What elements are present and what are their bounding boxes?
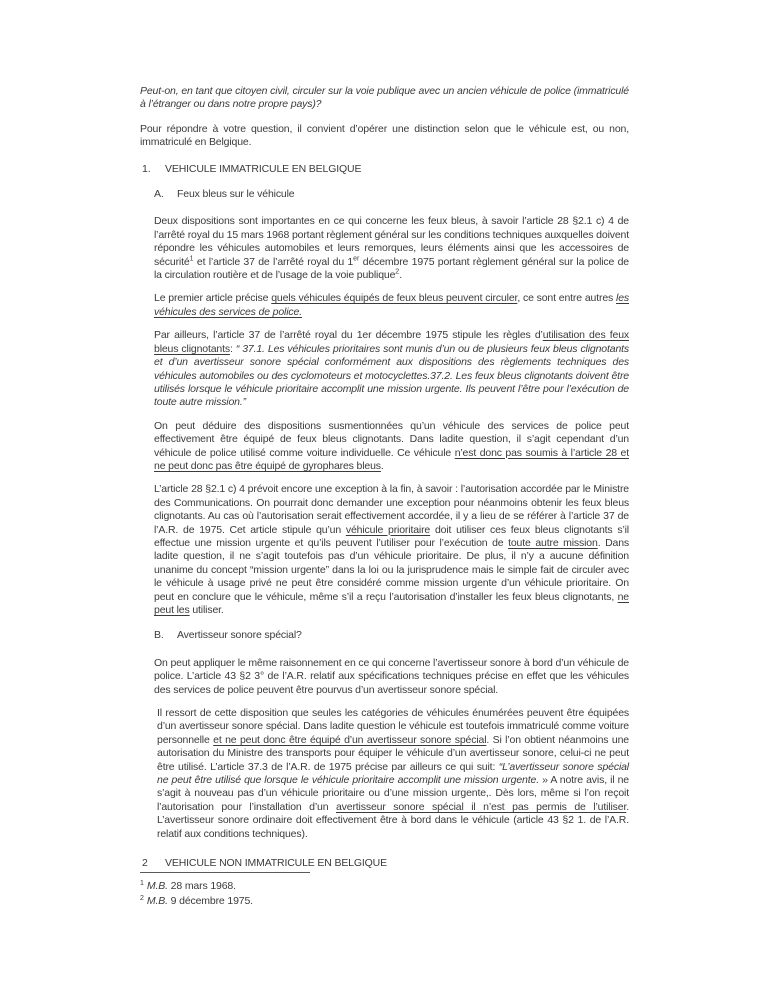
paragraph-par-ailleurs: Par ailleurs, l’article 37 de l’arrêté royal du 1er décembre 1975 stipule les règles d’utilisation des feux bleus clignotants: “ 37.1. Les véhicules prioritaires sont munis d’un ou de plusieurs feux bleus clignotants et d’un avertisseur sonore spécial conformément aux dispositions des règlements techniques des véhicules automobiles ou des cyclomoteurs et motocyclettes.37.2. Les feux bleus clignotants doivent être utilisés lorsque le véhicule prioritaire accomplit une mission urgente. Ils peuvent l’être pour l’exécution de toute autre mission.” bbox=[154, 329, 630, 409]
footnote-1-text: 28 mars 1968. bbox=[167, 880, 236, 892]
subsection-b-letter: B. bbox=[154, 629, 164, 642]
footnote-2 bbox=[140, 894, 629, 908]
subsection-b-heading bbox=[140, 629, 629, 642]
footnotes-block bbox=[140, 872, 629, 909]
section-1-number: 1. bbox=[142, 162, 151, 175]
subsection-a-title: Feux bleus sur le véhicule bbox=[177, 188, 295, 201]
paragraph-exception: L’article 28 §2.1 c) 4 prévoit encore une exception à la fin, à savoir : l’autorisation accordée par le Ministre des Communications. On pourrait donc demander une exception pour néanmoins obtenir les feux bleus clignotants. Au cas où l’autorisation serait effectivement accordée, il y a lieu de se référer à l’article 37 de l’A.R. de 1975. Cet article stipule qu’un véhicule prioritaire doit utiliser ces feux bleus clignotants s’il effectue une mission urgente et qu’ils peuvent l’utiliser pour l’exécution de toute autre mission. Dans ladite question, il ne s’agit toutefois pas d’un véhicule prioritaire. De plus, il n’y a aucune définition unanime du concept “mission urgente” dans la loi ou la jurisprudence mais le simple fait de circuler avec le véhicule à usage privé ne peut être considéré comme mission urgente d’un véhicule prioritaire. On peut en conclure que le véhicule, même s’il a reçu l’autorisation d’installer les feux bleus clignotants, ne peut les utiliser. bbox=[154, 483, 629, 616]
footnote-1-source: M.B. bbox=[146, 880, 168, 892]
paragraph-premier-article: Le premier article précise quels véhicules équipés de feux bleus peuvent circuler, ce sont entre autres les véhicules des services de police. bbox=[154, 292, 630, 318]
paragraph-raisonnement: On peut appliquer le même raisonnement en ce qui concerne l’avertisseur sonore à bord d’un véhicule de police. L’article 43 §2 3° de l’A.R. relatif aux spécifications techniques précise en effet que les véhicules des services de police peuvent être pourvus d’un avertisseur sonore spécial. bbox=[154, 656, 629, 696]
subsection-b-body bbox=[140, 657, 629, 841]
section-2-title: VEHICULE NON IMMATRICULE EN BELGIQUE bbox=[165, 857, 387, 870]
section-2-number: 2 bbox=[142, 857, 148, 870]
section-2-heading bbox=[140, 857, 629, 870]
subsection-a-heading bbox=[140, 188, 629, 201]
paragraph-dispositions: Deux dispositions sont importantes en ce qui concerne les feux bleus, à savoir l’article 28 §2.1 c) 4 de l’arrêté royal du 15 mars 1968 portant règlement général sur les conditions techniques auxquelles doivent répondre les véhicules automobiles et leurs remorques, leurs éléments ainsi que les accessoires de sécurité$^1$ et l’article 37 de l’arrêté royal du 1er décembre 1975 portant règlement général sur la police de la circulation routière et de l’usage de la voie publique$^2$. bbox=[154, 215, 629, 282]
footnote-2-text: 9 décembre 1975. bbox=[167, 895, 253, 907]
paragraph-il-ressort: Il ressort de cette disposition que seules les catégories de véhicules énumérées peuvent être équipées d’un avertisseur sonore spécial. Dans ladite question le véhicule est toutefois immatriculé comme voiture personnelle et ne peut donc être équipé d’un avertisseur sonore spécial. Si l’on obtient néanmoins une autorisation du Ministre des transports pour équiper le véhicule d’un avertisseur sonore, celui-ci ne peut être utilisé. L’article 37.3 de l’A.R. de 1975 précise par ailleurs ce qui suit: “L’avertisseur sonore spécial ne peut être utilisé que lorsque le véhicule prioritaire accomplit une mission urgente. » A notre avis, il ne s’agit à nouveau pas d’un véhicule prioritaire ou d’une mission urgente,. Dès lors, même si l’on reçoit l’autorisation pour l’installation d’un avertisseur sonore spécial il n’est pas permis de l’utiliser. L’avertisseur sonore ordinaire doit effectivement être à bord dans le véhicule (article 43 §2 1. de l’A.R. relatif aux conditions techniques). bbox=[157, 707, 630, 840]
question-title: Peut-on, en tant que citoyen civil, circuler sur la voie publique avec un ancien véhicule de police (immatriculé à l’étranger ou dans notre propre pays)? bbox=[140, 85, 629, 111]
footnote-2-source: M.B. bbox=[146, 895, 168, 907]
section-1-title: VEHICULE IMMATRICULE EN BELGIQUE bbox=[165, 162, 362, 175]
section-1-heading bbox=[140, 163, 629, 176]
footnote-1 bbox=[140, 879, 629, 893]
document-page bbox=[140, 85, 629, 883]
footnote-separator bbox=[140, 872, 310, 873]
paragraph-deduction: On peut déduire des dispositions susmentionnées qu’un véhicule des services de police peut effectivement être équipé de feux bleus clignotants. Dans ladite question, il s’agit cependant d’un véhicule de police utilisé comme voiture individuelle. Ce véhicule n’est donc pas soumis à l’article 28 et ne peut donc pas être équipé de gyrophares bleus. bbox=[154, 419, 629, 472]
footnote-1-marker: 1 bbox=[140, 879, 144, 887]
subsection-b-title: Avertisseur sonore spécial? bbox=[177, 629, 302, 642]
subsection-a-letter: A. bbox=[154, 188, 164, 201]
intro-paragraph: Pour répondre à votre question, il convient d’opérer une distinction selon que le véhicule est, ou non, immatriculé en Belgique. bbox=[140, 122, 629, 149]
subsection-a-body bbox=[140, 215, 629, 617]
footnote-2-marker: 2 bbox=[140, 894, 144, 902]
